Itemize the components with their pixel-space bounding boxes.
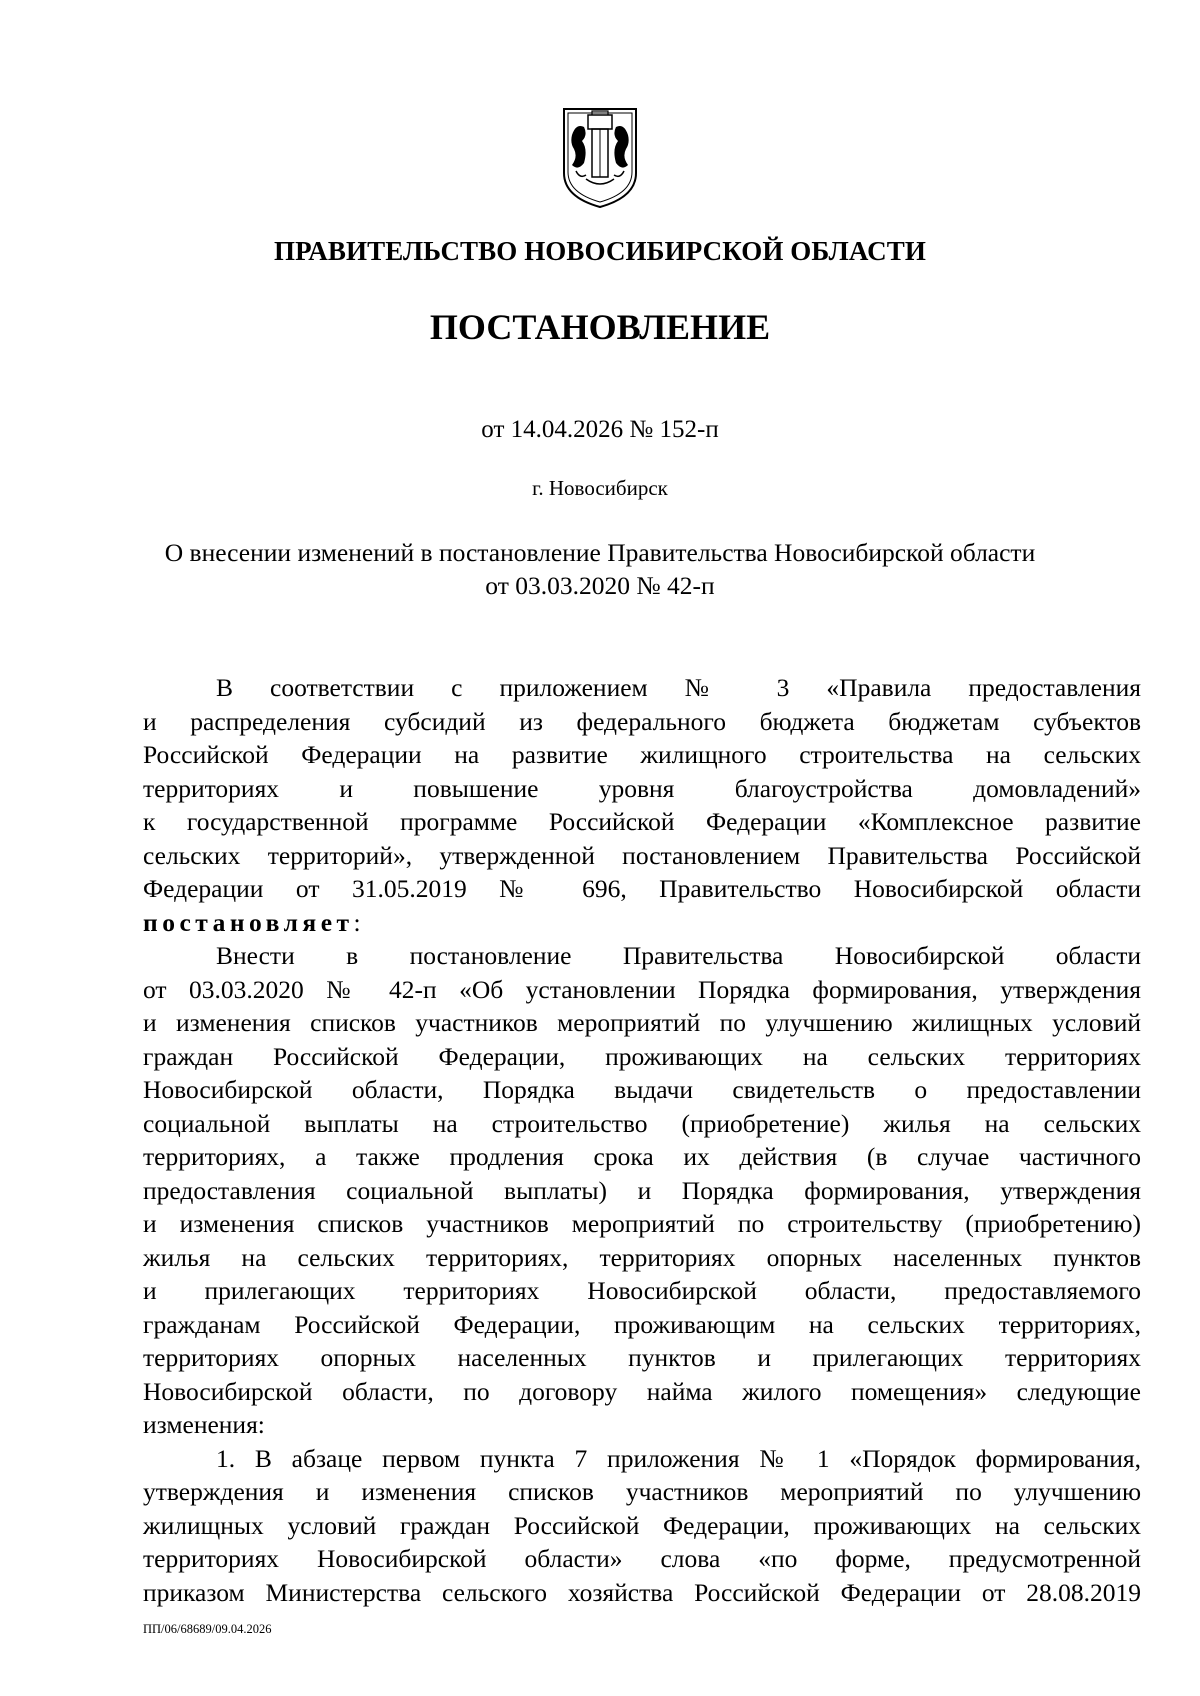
body-line: к государственной программе Российской Федерации «Комплексное развитие — [143, 807, 1141, 836]
body-line: и распределения субсидий из федерального бюджета бюджетам субъектов — [143, 706, 1141, 736]
body-line: Новосибирской области, по договору найма жилого помещения» следующие — [143, 1376, 1141, 1406]
body-line: жилья на сельских территориях, территориях опорных населенных пунктов — [143, 1242, 1141, 1272]
document-city: г. Новосибирск — [532, 476, 668, 500]
body-line: граждан Российской Федерации, проживающих на сельских территориях — [143, 1041, 1141, 1071]
document-registration-code: ПП/06/68689/09.04.2026 — [143, 1622, 272, 1636]
body-line: территориях, а также продления срока их действия (в случае частичного — [143, 1142, 1141, 1171]
body-line: изменения: — [143, 1410, 265, 1439]
subject-line: от 03.03.2020 № 42-п — [485, 571, 715, 600]
body-line: социальной выплаты на строительство (приобретение) жилья на сельских — [143, 1108, 1141, 1138]
resolves-word: постановляет — [143, 907, 354, 937]
body-line: Новосибирской области, Порядка выдачи свидетельств о предоставлении — [143, 1075, 1141, 1104]
document-date-number: от 14.04.2026 № 152-п — [481, 416, 719, 443]
body-line: и изменения списков участников мероприятий по строительству (приобретению) — [143, 1209, 1141, 1238]
document-body — [143, 671, 1141, 1609]
body-line: 1. В абзаце первом пункта 7 приложения № 1 «Порядок формирования, — [216, 1443, 1141, 1473]
body-line: территориях Новосибирской области» слова «по форме, предусмотренной — [143, 1544, 1141, 1573]
body-line-resolves: постановляет: — [143, 907, 361, 937]
body-line: сельских территорий», утвержденной постановлением Правительства Российской — [143, 840, 1141, 870]
subject-line: О внесении изменений в постановление Правительства Новосибирской области — [164, 538, 1036, 567]
organization-title: ПРАВИТЕЛЬСТВО НОВОСИБИРСКОЙ ОБЛАСТИ — [274, 236, 926, 266]
body-line: и прилегающих территориях Новосибирской области, предоставляемого — [143, 1276, 1141, 1305]
body-line: Российской Федерации на развитие жилищного строительства на сельских — [143, 740, 1141, 769]
body-line: жилищных условий граждан Российской Федерации, проживающих на сельских — [143, 1510, 1141, 1540]
document-type-title: ПОСТАНОВЛЕНИЕ — [429, 307, 771, 347]
body-line: территориях опорных населенных пунктов и прилегающих территориях — [143, 1343, 1141, 1372]
coat-of-arms-emblem — [558, 105, 642, 209]
body-line: Внести в постановление Правительства Новосибирской области — [216, 941, 1141, 970]
body-line: Федерации от 31.05.2019 № 696, Правительство Новосибирской области — [143, 874, 1141, 903]
body-line: предоставления социальной выплаты) и Порядка формирования, утверждения — [143, 1175, 1141, 1205]
body-line: от 03.03.2020 № 42-п «Об установлении Порядка формирования, утверждения — [143, 974, 1141, 1004]
body-line: гражданам Российской Федерации, проживающим на сельских территориях, — [143, 1309, 1141, 1339]
document-subject — [0, 536, 1200, 602]
body-line: утверждения и изменения списков участников мероприятий по улучшению — [143, 1477, 1141, 1506]
body-line: территориях и повышение уровня благоустройства домовладений» — [143, 773, 1141, 803]
body-line: В соответствии с приложением № 3 «Правила предоставления — [216, 673, 1141, 702]
body-line: и изменения списков участников мероприятий по улучшению жилищных условий — [143, 1008, 1141, 1037]
body-line: приказом Министерства сельского хозяйства Российской Федерации от 28.08.2019 — [143, 1577, 1141, 1607]
